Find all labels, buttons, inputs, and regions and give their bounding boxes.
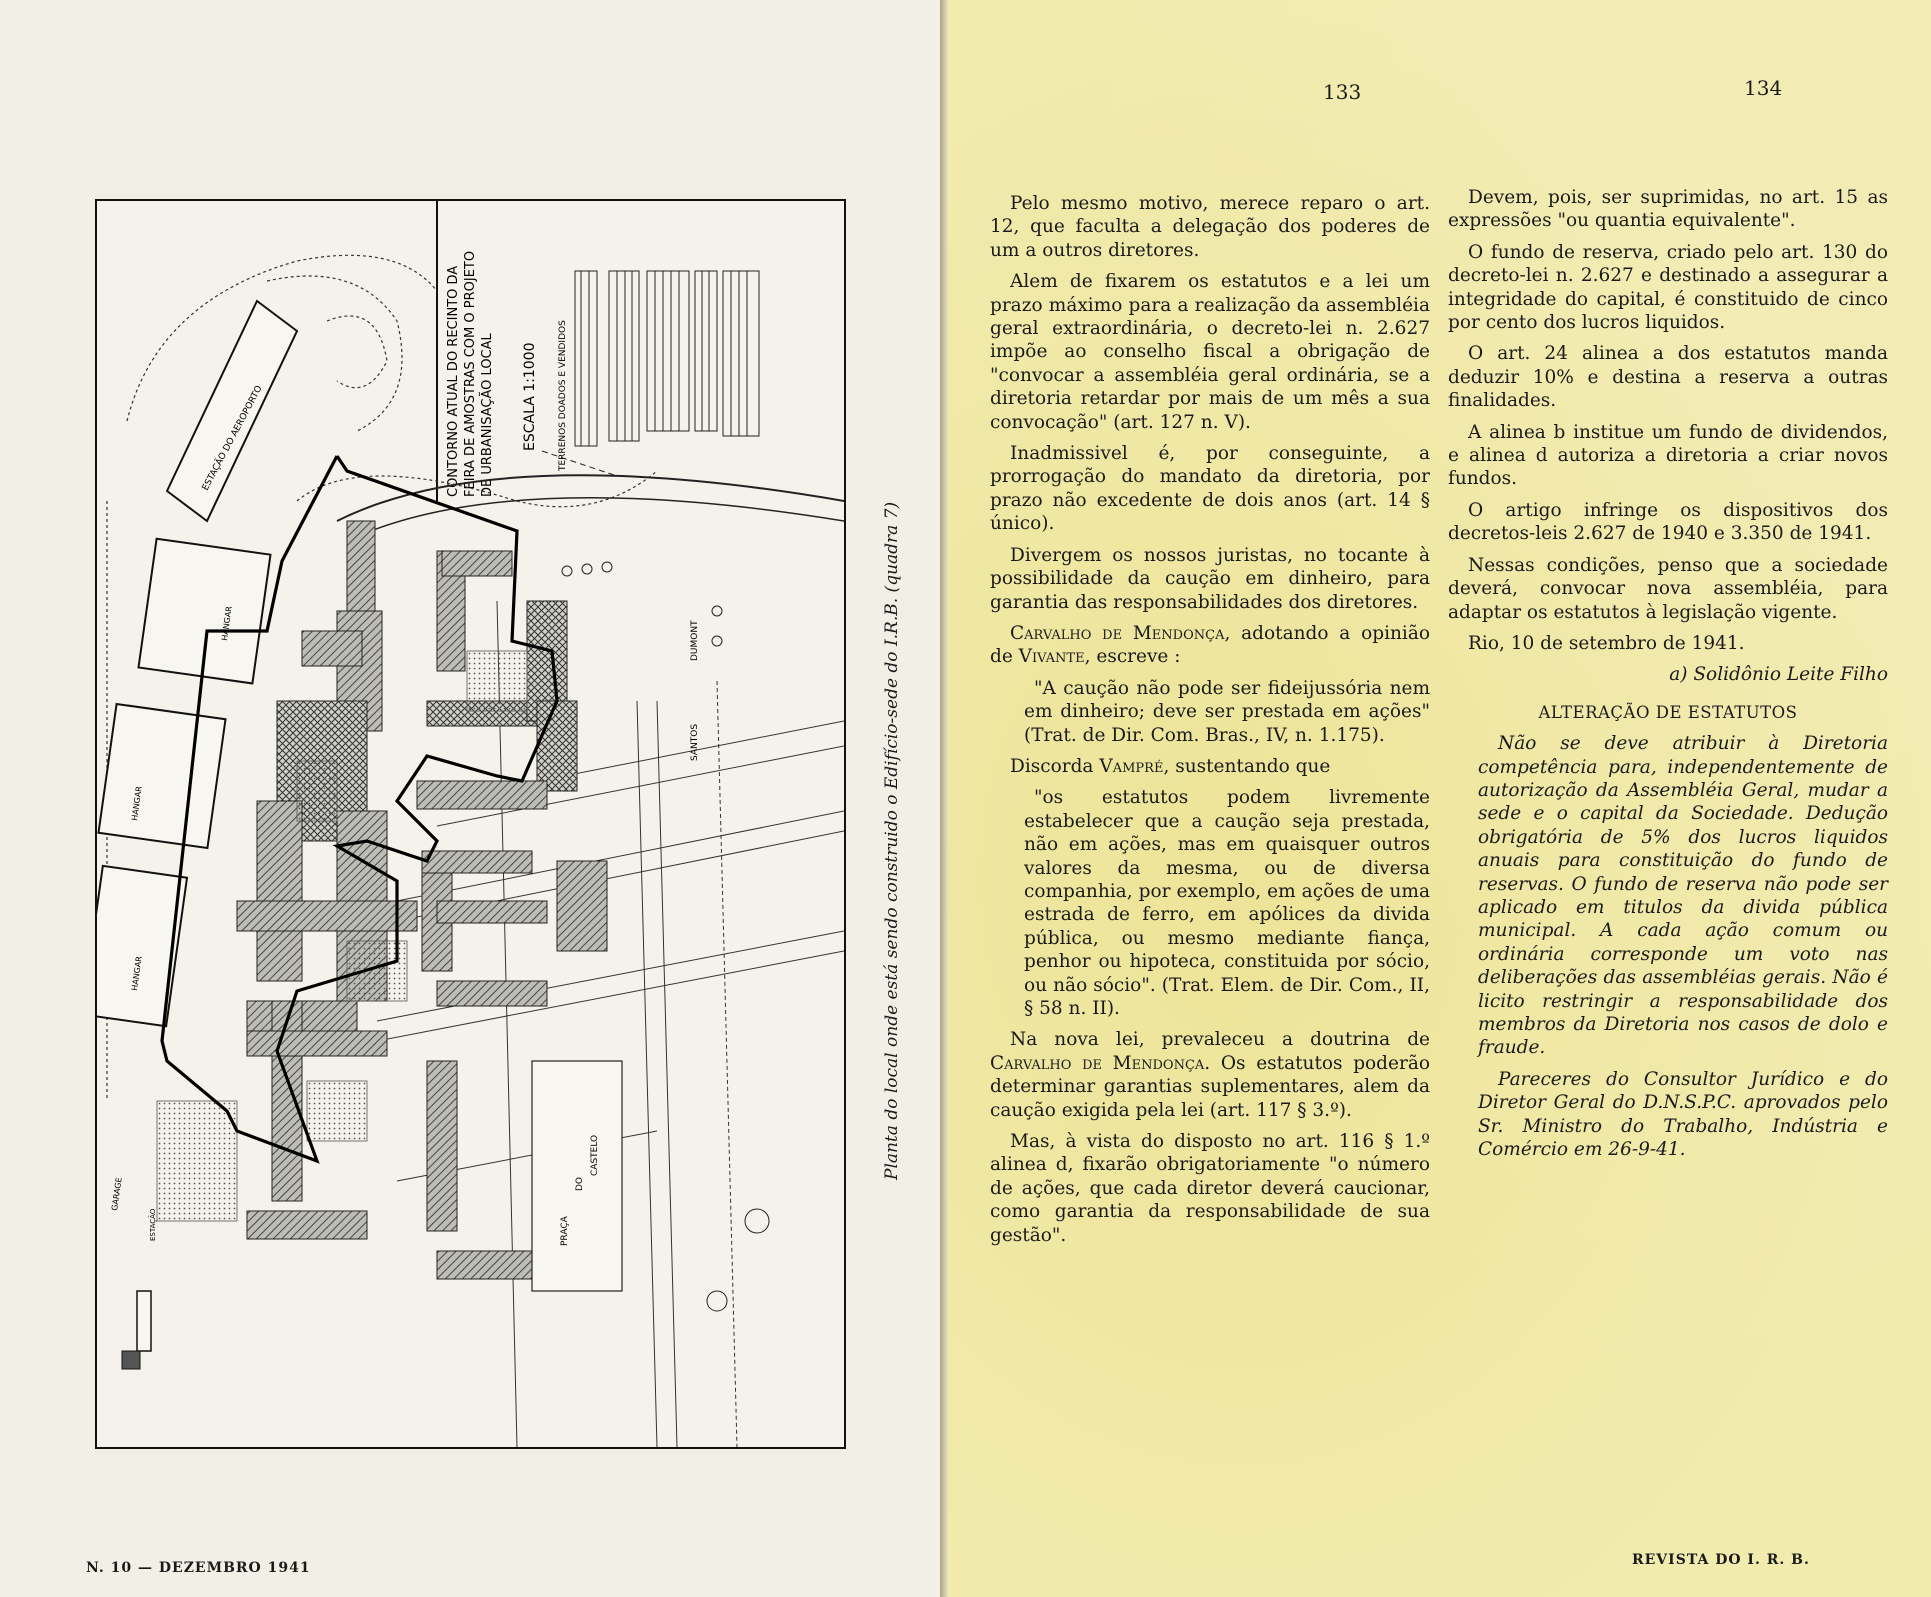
col1-carvalho-mid: , adotando a opinião de — [990, 622, 1430, 668]
label-garage: GARAGE — [110, 1176, 124, 1212]
col1-quote-2: "os estatutos podem livremente estabelecer que a caução seja prestada, não em ações, mas em quaisquer outros valores da mesma, ou de diversa companhia, por exemplo, em ações de uma estrada de ferro, em apólices da divida pública, ou mesmo mediante fiança, penhor ou hipoteca, constituida por sócio, ou não sócio". (Trat. Elem. de Dir. Com., II, § 58 n. II). — [1024, 787, 1430, 1019]
right-page — [948, 0, 1931, 1597]
map-title-line-1: CONTORNO ATUAL DO RECINTO DA — [446, 265, 461, 497]
hangars — [97, 539, 270, 1027]
col2-approval: Pareceres do Consultor Jurídico e do Diretor Geral do D.N.S.P.C. aprovados pelo Sr. Ministro do Trabalho, Indústria e Comércio em 26-9-41. — [1478, 1068, 1888, 1161]
label-hangar-2: HANGAR — [130, 785, 144, 822]
col1-para-2: Alem de fixarem os estatutos e a lei um prazo máximo para a realização da assembléia geral extraordinária, o decreto-lei n. 2.627 impõe ao conselho fiscal a obrigação de "convocar a assembléia geral ordinária, se a diretoria retardar por mais de um mês a sua convocação" (art. 127 n. V). — [990, 271, 1430, 433]
praca-do-castelo — [532, 1061, 622, 1291]
col1-nova-pre: Na nova lei, prevaleceu a doutrina de — [1010, 1029, 1430, 1051]
left-page — [0, 0, 940, 1597]
folio-134: 134 — [1744, 76, 1783, 100]
author-vampre: Vampré — [1099, 755, 1164, 777]
street-grid — [377, 601, 844, 1447]
road-curve-inner — [347, 498, 844, 541]
column-1 — [990, 192, 1430, 1255]
label-castelo: CASTELO — [590, 1134, 600, 1176]
site-plan-drawing — [97, 201, 844, 1447]
map-legend-tables — [542, 271, 759, 476]
label-do: DO — [575, 1176, 585, 1191]
train-station-block — [137, 1291, 151, 1351]
label-praca: PRAÇA — [560, 1216, 570, 1246]
col2-summary: Não se deve atribuir à Diretoria competência para, independentemente de autorização da Assembléia Geral, mudar a sede e o capital da Sociedade. Dedução obrigatória de 5% dos lucros liquidos anuais para constituição do fundo de reservas. O fundo de reserva não pode ser aplicado em titulos da divida pública municipal. A cada ação comum ou ordinária corresponde um voto nas deliberações das assembléias gerais. Não é licito restringir a responsabilidade dos membros da Diretoria nos casos de dolo e fraude. — [1478, 733, 1888, 1059]
col2-para-1: Devem, pois, ser suprimidas, no art. 15 as expressões "ou quantia equivalente". — [1448, 187, 1888, 232]
col2-signature: a) Solidônio Leite Filho — [1669, 664, 1888, 686]
kiosk-square — [122, 1351, 140, 1369]
right-footer: REVISTA DO I. R. B. — [1632, 1552, 1810, 1568]
map-caption: Planta do local onde está sendo construido o Edifício-sede do I.R.B. (quadra 7) — [882, 501, 902, 1180]
label-estacao: ESTAÇÃO — [149, 1208, 157, 1241]
col1-nova-post: . Os estatutos poderão determinar garantias suplementares, alem da caução exigida pela lei (art. 117 § 3.º). — [990, 1052, 1430, 1121]
page-gutter — [940, 0, 948, 1597]
label-dumont: DUMONT — [690, 620, 700, 661]
author-carvalho: Carvalho de Mendonça — [1010, 622, 1225, 644]
map-scale: ESCALA 1:1000 — [522, 342, 538, 451]
column-2 — [1448, 186, 1888, 1169]
folio-133: 133 — [1323, 80, 1362, 104]
label-hangar-1: HANGAR — [220, 605, 234, 642]
airport-station — [167, 301, 297, 521]
col2-date: Rio, 10 de setembro de 1941. — [1468, 632, 1745, 654]
col1-para-4: Divergem os nossos juristas, no tocante à possibilidade da caução em dinheiro, para garantia das responsabilidades dos diretores. — [990, 544, 1430, 613]
col1-para-carvalho — [990, 622, 1430, 669]
col1-para-3: Inadmissivel é, por conseguinte, a prorrogação do mandato da diretoria, por prazo não excedente de dois anos (art. 14 § único). — [990, 443, 1430, 535]
col2-para-6: Nessas condições, penso que a sociedade deverá, convocar nova assembléia, para adaptar os estatutos à legislação vigente. — [1448, 554, 1888, 623]
col1-para-1: Pelo mesmo motivo, merece reparo o art. 12, que faculta a delegação dos poderes de um a outros diretores. — [990, 193, 1430, 261]
map-title-line-3: DE URBANISAÇÃO LOCAL — [480, 333, 495, 497]
section-heading: ALTERAÇÃO DE ESTATUTOS — [1538, 702, 1798, 722]
col1-vampre-post: , sustentando que — [1163, 755, 1331, 777]
col1-vampre-pre: Discorda — [1010, 755, 1100, 777]
left-footer: N. 10 — DEZEMBRO 1941 — [86, 1560, 311, 1576]
map-title-line-2: FEIRA DE AMOSTRAS COM O PROJETO — [463, 250, 478, 497]
label-hangar-3: HANGAR — [130, 955, 144, 992]
col1-para-vampre — [990, 755, 1430, 778]
col1-quote-1: "A caução não pode ser fideijussória nem em dinheiro; deve ser prestada em ações" (Trat. de Dir. Com. Bras., IV, n. 1.175). — [1024, 677, 1430, 746]
col2-para-3: O art. 24 alinea a dos estatutos manda deduzir 10% e destina a reserva a outras finalidades. — [1448, 343, 1888, 412]
author-carvalho-2: Carvalho de Mendonça — [990, 1052, 1205, 1074]
col1-para-last: Mas, à vista do disposto no art. 116 § 1.º alinea d, fixarão obrigatoriamente "o número de ações, que cada diretor deverá caucionar, como garantia da responsabilidade de sua gestão". — [990, 1131, 1430, 1246]
author-vivante: Vivante — [1018, 646, 1085, 668]
label-santos: SANTOS — [690, 723, 700, 761]
col2-para-2: O fundo de reserva, criado pelo art. 130 do decreto-lei n. 2.627 e destinado a assegurar a integridade do capital, é constituido de cinco por cento dos lucros liquidos. — [1448, 241, 1888, 334]
site-plan-map — [95, 199, 846, 1449]
map-legend-title: TERRENOS DOADOS E VENDIDOS — [558, 320, 568, 471]
label-station: ESTAÇÃO DO AEROPORTO — [200, 384, 265, 493]
col1-carvalho-end: , escreve : — [1084, 646, 1181, 668]
col2-para-5: O artigo infringe os dispositivos dos decretos-leis 2.627 de 1940 e 3.350 de 1941. — [1448, 499, 1888, 545]
col2-para-4: A alinea b institue um fundo de dividendos, e alinea d autoriza a diretoria a criar novos fundos. — [1448, 421, 1888, 490]
col1-para-nova-lei — [990, 1028, 1430, 1122]
